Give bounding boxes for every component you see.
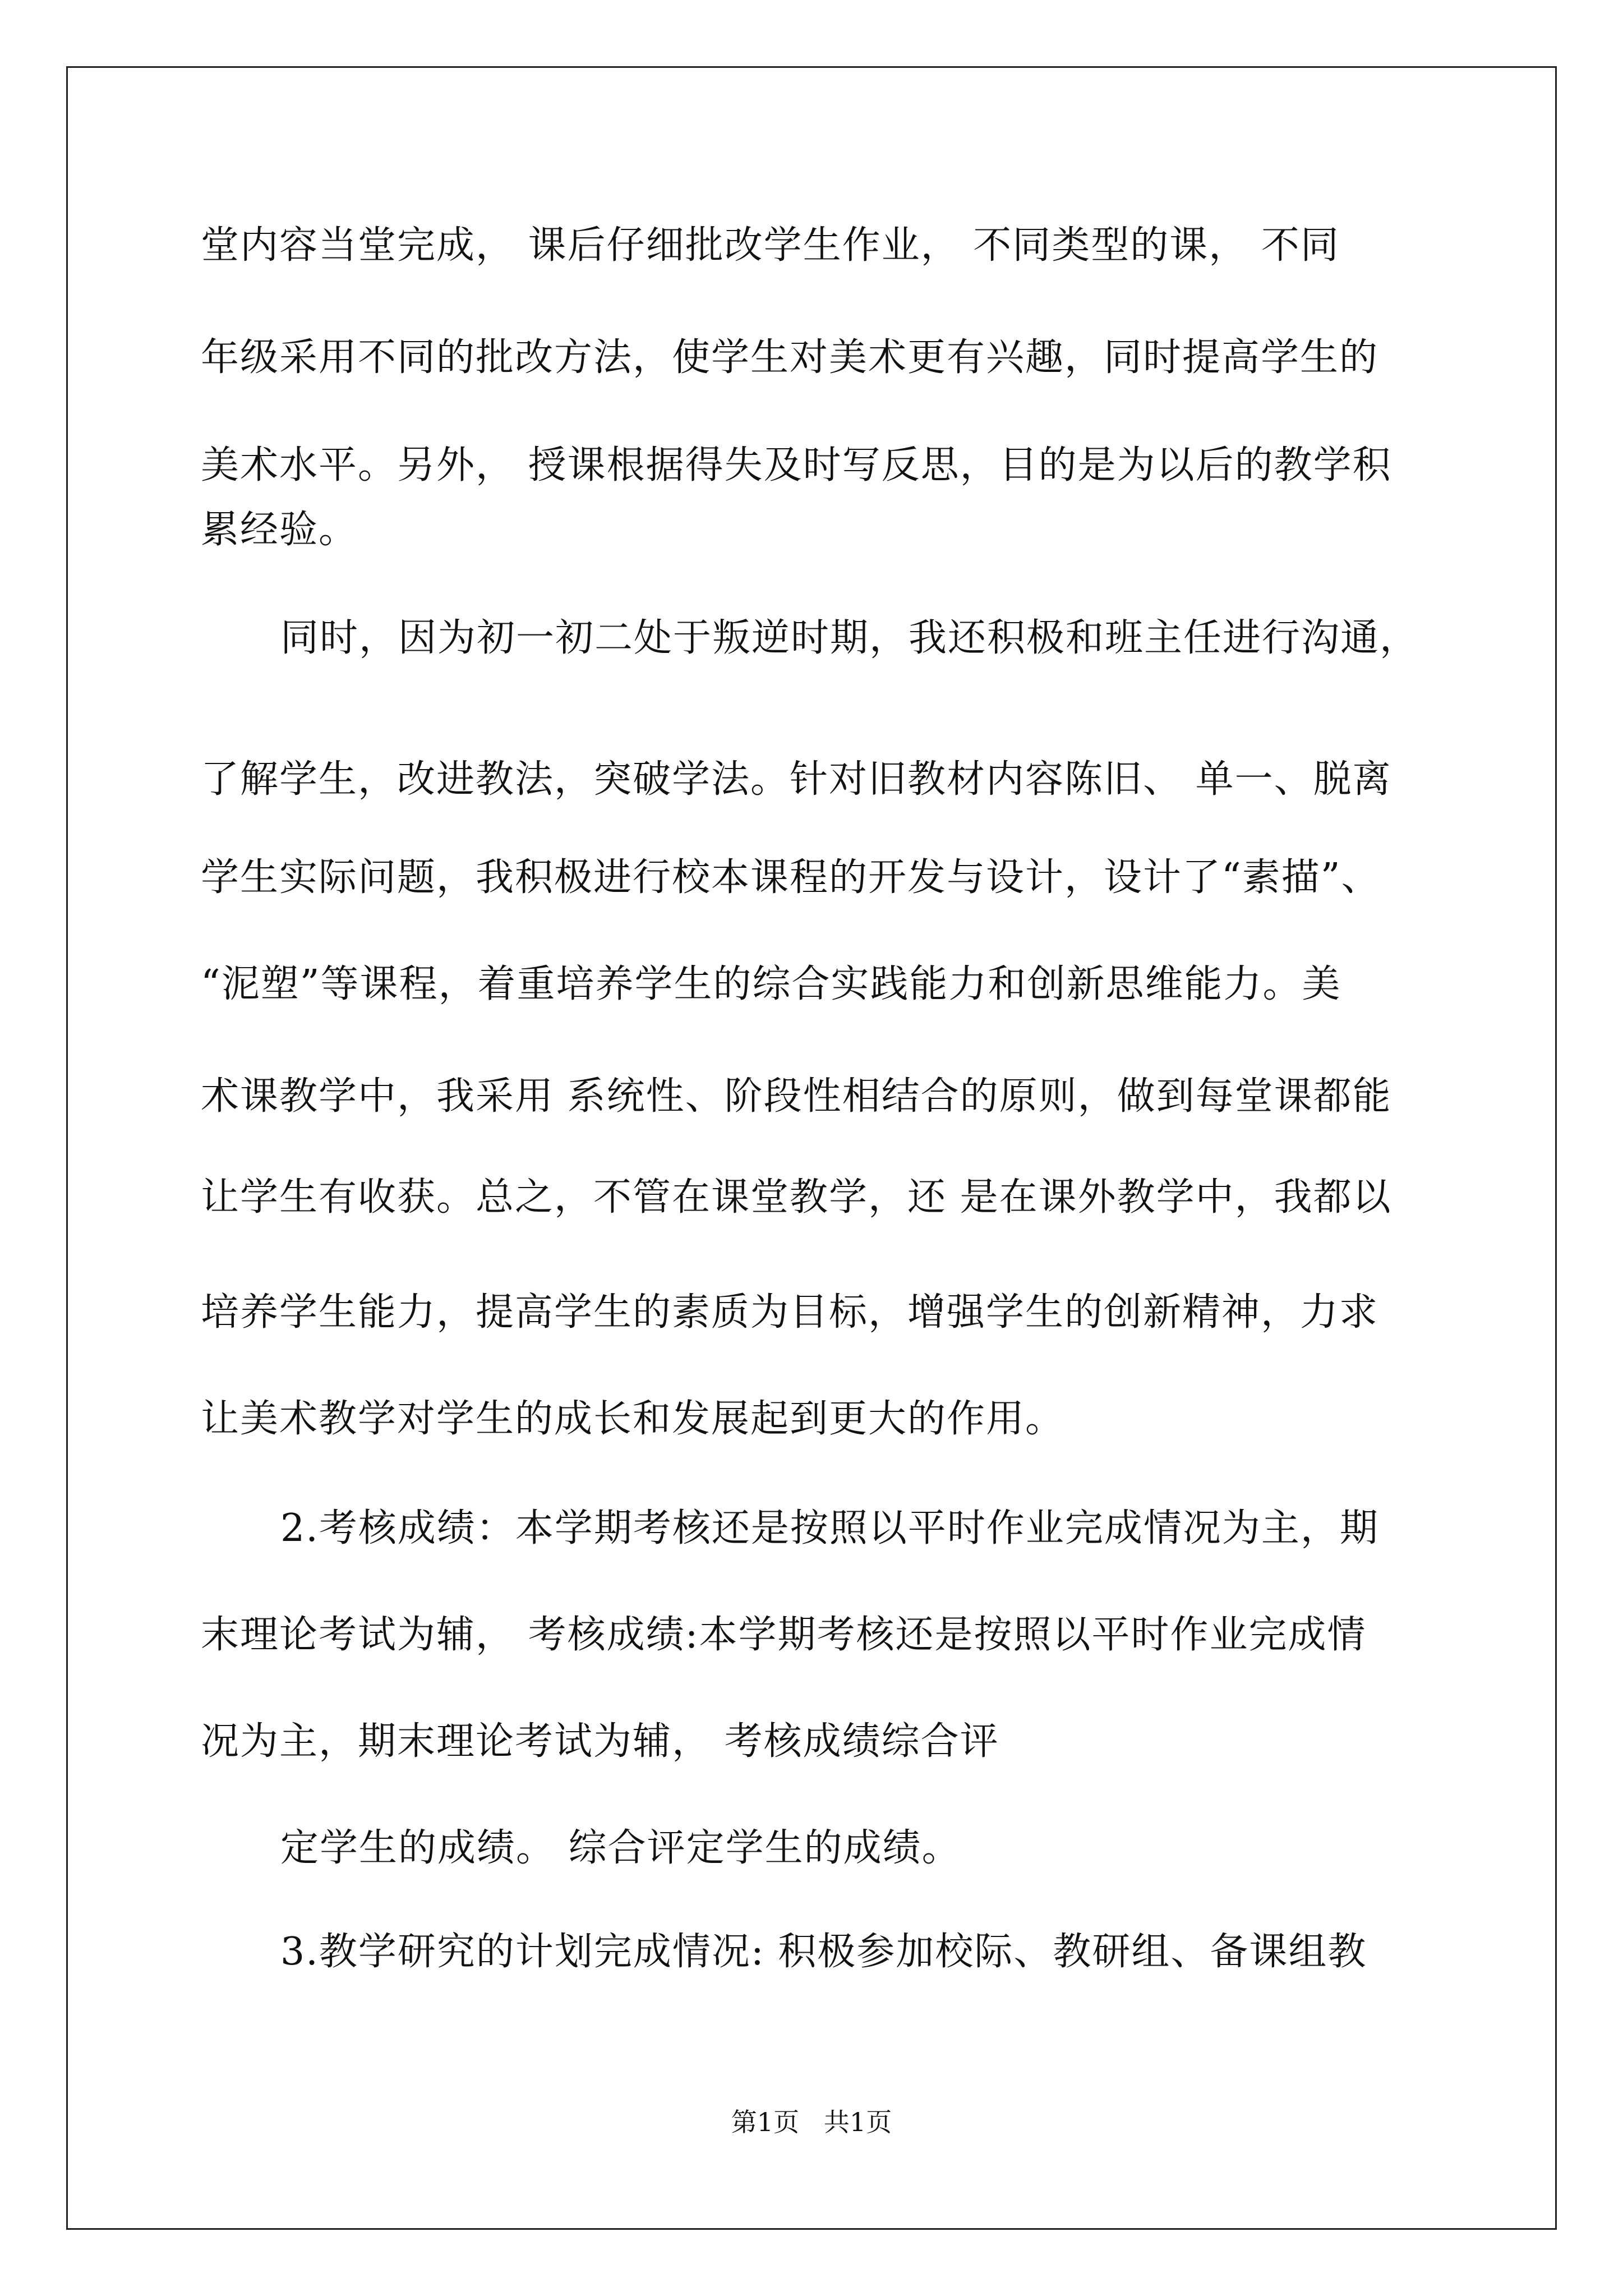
paragraph-line: 3.教学研究的计划完成情况: 积极参加校际、教研组、备课组教 bbox=[280, 1930, 1367, 1974]
paragraph-line: 年级采用不同的批改方法，使学生对美术更有兴趣，同时提高学生的 bbox=[201, 335, 1379, 380]
paragraph-line: 同时，因为初一初二处于叛逆时期，我还积极和班主任进行沟通， bbox=[280, 616, 1419, 660]
page-number: 第1页 共1页 bbox=[731, 2107, 892, 2137]
paragraph-line: 让美术教学对学生的成长和发展起到更大的作用。 bbox=[201, 1397, 1065, 1441]
paragraph-line: 堂内容当堂完成， 课后仔细批改学生作业， 不同类型的课， 不同 bbox=[201, 223, 1340, 268]
page-border bbox=[66, 66, 1557, 2230]
paragraph-line: 让学生有收获。总之，不管在课堂教学，还 是在课外教学中，我都以 bbox=[201, 1175, 1392, 1220]
paragraph-line: 术课教学中，我采用 系统性、阶段性相结合的原则，做到每堂课都能 bbox=[201, 1074, 1392, 1119]
paragraph-line: 了解学生，改进教法，突破学法。针对旧教材内容陈旧、 单一、脱离 bbox=[201, 757, 1392, 802]
paragraph-line: “泥塑”等课程，着重培养学生的综合实践能力和创新思维能力。美 bbox=[201, 962, 1341, 1006]
paragraph-line: 2.考核成绩：本学期考核还是按照以平时作业完成情况为主，期 bbox=[280, 1506, 1379, 1550]
paragraph-line: 末理论考试为辅， 考核成绩:本学期考核还是按照以平时作业完成情 bbox=[201, 1613, 1367, 1657]
paragraph-line: 美术水平。另外， 授课根据得失及时写反思，目的是为以后的教学积 bbox=[201, 443, 1392, 487]
paragraph-line: 况为主，期末理论考试为辅， 考核成绩综合评 bbox=[201, 1719, 999, 1764]
paragraph-line: 培养学生能力，提高学生的素质为目标，增强学生的创新精神，力求 bbox=[201, 1290, 1379, 1335]
paragraph-line: 累经验。 bbox=[201, 508, 358, 552]
paragraph-line: 定学生的成绩。 综合评定学生的成绩。 bbox=[280, 1826, 961, 1870]
paragraph-line: 学生实际问题，我积极进行校本课程的开发与设计，设计了“素描”、 bbox=[201, 855, 1381, 900]
